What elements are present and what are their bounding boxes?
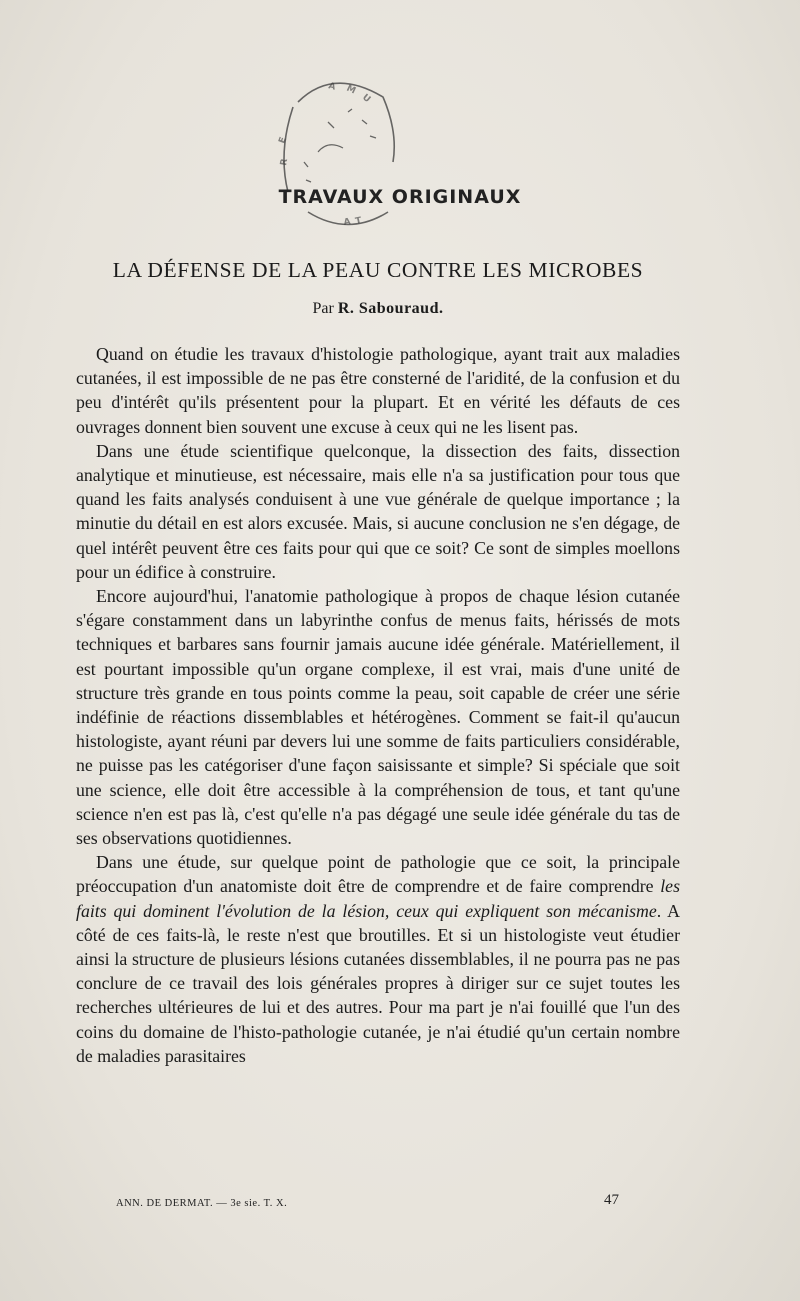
stamp-arc-top [298,83,394,162]
article-body [76,342,680,1068]
article-title: LA DÉFENSE DE LA PEAU CONTRE LES MICROBES [112,258,644,282]
paragraph [76,850,680,1068]
paragraph: Encore aujourd'hui, l'anatomie pathologique à propos de chaque lésion cutanée s'égare constamment dans un labyrinthe confus de menus faits, hérissés de mots techniques et barbares sans fournir jamais aucune idée générale. Matériellement, il est pourtant impossible qu'un organe complexe, il est vrai, mais d'une unité de structure très grande en tous points comme la peau, soit capable de créer une série indéfinie de réactions dissemblables et hétérogènes. Comment se fait-il qu'aucun histologiste, ayant réuni par devers lui une somme de faits particuliers considérable, ne puisse pas les catégoriser d'une façon saisissante et simple? Si spéciale que soit une science, elle doit être accessible à la compréhension de tous, et tant qu'une science n'en est pas là, c'est qu'elle n'a pas dégagé une seule idée générale du tas de ses observations quotidiennes. [76,586,680,849]
svg-text:A: A [327,81,337,93]
svg-text:R: R [279,157,291,167]
journal-footer: ANN. DE DERMAT. — 3e sie. T. X. [116,1198,288,1209]
byline [76,300,680,318]
byline-prefix: Par [312,300,334,317]
section-heading: TRAVAUX ORIGINAUX [278,186,522,208]
paragraph-text: . A côté de ces faits-là, le reste n'est que broutilles. Et si un histologiste veut étudier ainsi la structure de plusieurs lésions cutanées dissemblables, il ne pourra pas ne pas conclure de ce travail des lois générales propres à diriger sur ce sujet toutes les recherches ultérieures de lui et des autres. Pour ma part je n'ai fouillé que l'un des coins du domaine de l'histo-pathologie cutanée, je n'ai étudié qu'un certain nombre de maladies parasitaires [76,900,680,1066]
svg-text:E: E [277,135,289,146]
svg-text:T: T [354,215,363,227]
svg-text:U: U [360,92,373,105]
paragraph: Dans une étude scientifique quelconque, la dissection des faits, dissection analytique et minutieuse, est nécessaire, mais elle n'a sa justification pour tous que quand les faits analysés conduisent à une vue générale de quelque importance ; la minutie du détail en est alors excusée. Mais, si aucune conclusion ne s'en dégage, de quel intérêt peuvent être ces faits pour qui que ce soit? Ce sont de simples moellons pour un édifice à construire. [76,440,680,582]
paragraph-text: Dans une étude, sur quelque point de pathologie que ce soit, la principale préoccupation d'un anatomiste doit être de comprendre et de faire comprendre [76,852,680,897]
author-name: R. Sabouraud. [337,300,444,317]
svg-text:M: M [344,83,358,97]
stamp-arc-left [284,107,293,192]
svg-text:A: A [343,217,352,228]
library-stamp [258,62,408,237]
emphasized-text: les faits qui dominent l'évolution de la lésion, ceux qui expliquent son mécanisme [76,876,680,921]
paragraph: Quand on étudie les travaux d'histologie pathologique, ayant trait aux maladies cutanées, il est impossible de ne pas être consterné de l'aridité, de la confusion et du peu d'intérêt qu'ils présentent pour la plupart. Et en vérité les défauts de ces ouvrages donnent bien souvent une excuse à ceux qui ne les lisent pas. [76,344,680,437]
page-number: 47 [604,1192,619,1208]
